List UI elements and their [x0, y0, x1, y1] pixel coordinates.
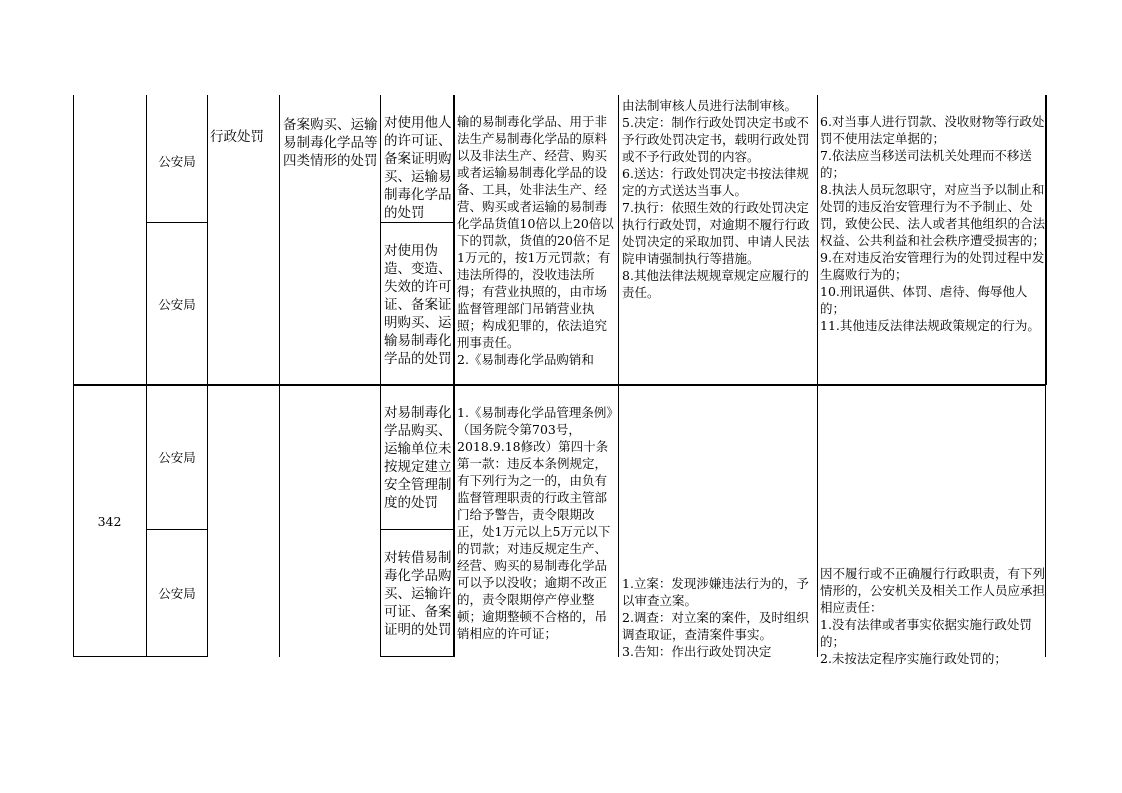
grid-line [618, 95, 619, 657]
liability-cell-a: 6.对当事人进行罚款、没收财物等行政处罚不使用法定单据的； 7.依法应当移送司法机关处理而不移送的； 8.执法人员玩忽职守，对应当予以制止和处罚的违反治安管理行为不予制止、处罚，致使公民、法人或者其他组织的合法权益、公共利益和社会秩序遭受损害的； 9.在对违反治安管理行为的处罚过程中发生腐败行为的； 10.刑讯逼供、体罚、虐待、侮辱他人的； 11.其他违反法律法规政策规定的行为。 [820, 114, 1046, 333]
grid-line [146, 95, 147, 657]
grid-line [817, 95, 818, 657]
sub-item-b1: 对易制毒化学品购买、运输单位未按规定建立安全管理制度的处罚 [384, 405, 452, 511]
sub-item-a1: 对使用他人的许可证、备案证明购买、运输易制毒化学品的处罚 [384, 115, 452, 221]
agency-cell-b2 [146, 530, 208, 657]
category-cell [210, 112, 280, 145]
procedure-cell-b: 1.立案：发现涉嫌违法行为的，予以审查立案。 2.调查：对立案的案件，及时组织调查取证，查清案件事实。 3.告知：作出行政处罚决定 [622, 576, 809, 659]
grid-line [1045, 385, 1046, 657]
basis-cell-b: 1.《易制毒化学品管理条例》（国务院令第703号，2018.9.18修改）第四十条第一款：违反本条例规定，有下列行为之一的，由负有监督管理职责的行政主管部门给予警告，责令限期改正，处1万元以上5万元以下的罚款；对违反规定生产、经营、购买的易制毒化学品可以予以没收；逾期不改正的，责令限期停产停业整顿；逾期整顿不合格的，吊销相应的许可证； [457, 405, 613, 641]
grid-line [73, 656, 208, 657]
agency-text: 公安局 [158, 296, 196, 312]
agency-cell-b1 [146, 385, 208, 530]
agency-cell-a1 [146, 95, 208, 223]
agency-text: 公安局 [158, 586, 196, 601]
item-name-text: 备案购买、运输易制毒化学品等四类情形的处罚 [283, 117, 378, 169]
agency-text: 公安局 [158, 153, 196, 169]
sub-item-a2: 对使用伪造、变造、失效的许可证、备案证明购买、运输易制毒化学品的处罚 [384, 243, 452, 367]
item-name-cell [282, 98, 378, 248]
grid-line [73, 384, 1046, 386]
agency-text: 公安局 [158, 450, 196, 465]
grid-line [380, 95, 381, 657]
category-text: 行政处罚 [210, 129, 264, 145]
sub-item-b2: 对转借易制毒化学品购买、运输许可证、备案证明的处罚 [384, 550, 452, 638]
row-number-342 [73, 385, 146, 657]
grid-line [380, 222, 454, 223]
grid-line [380, 656, 454, 657]
grid-line [453, 95, 455, 657]
grid-line [1045, 95, 1047, 385]
basis-cell-a: 输的易制毒化学品、用于非法生产易制毒化学品的原料以及非法生产、经营、购买或者运输易制毒化学品的设备、工具，处非法生产、经营、购买或者运输的易制毒化学品货值10倍以上20倍以下的罚款，货值的20倍不足1万元的，按1万元罚款；有违法所得的，没收违法所得；有营业执照的，由市场监督管理部门吊销营业执照；构成犯罪的，依法追究刑事责任。 2.《易制毒化学品购销和 [457, 114, 614, 367]
procedure-cell-a: 由法制审核人员进行法制审核。 5.决定：制作行政处罚决定书或不予行政处罚决定书，载明行政处罚或不予行政处罚的内容。 6.送达：行政处罚决定书按法律规定的方式送达当事人。 7.执行：依照生效的行政处罚决定执行行政处罚，对逾期不履行行政处罚决定的采取加罚、申请人民法院申请强制执行等措施。 8.其他法律法规规章规定应履行的责任。 [622, 98, 810, 300]
grid-line [380, 529, 454, 530]
grid-line [146, 529, 208, 530]
grid-line [207, 95, 208, 657]
grid-line [146, 222, 208, 223]
grid-line [73, 95, 74, 657]
liability-cell-b: 因不履行或不正确履行行政职责，有下列情形的，公安机关及相关工作人员应承担相应责任： 1.没有法律或者事实依据实施行政处罚的； 2.未按法定程序实施行政处罚的； [820, 566, 1046, 666]
agency-cell-a2 [146, 223, 208, 385]
grid-line [279, 95, 280, 657]
row-number-text: 342 [97, 513, 122, 529]
